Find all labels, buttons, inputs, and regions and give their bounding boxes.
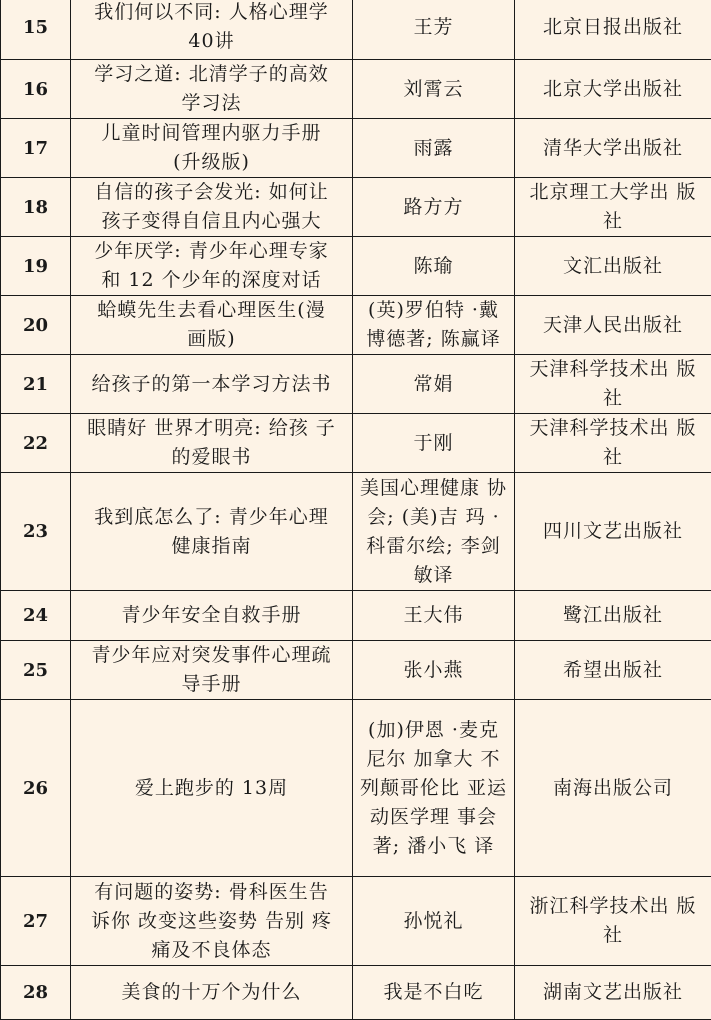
book-author: 孙悦礼 xyxy=(353,877,515,966)
book-author: 刘霄云 xyxy=(353,60,515,119)
row-number: 18 xyxy=(1,178,71,237)
book-title: 有问题的姿势: 骨科医生告 诉你 改变这些姿势 告别 疼痛及不良体态 xyxy=(71,877,353,966)
book-author: 王大伟 xyxy=(353,591,515,641)
book-title: 蛤蟆先生去看心理医生(漫 画版) xyxy=(71,296,353,355)
book-author: 雨露 xyxy=(353,119,515,178)
book-title: 少年厌学: 青少年心理专家 和 12 个少年的深度对话 xyxy=(71,237,353,296)
row-number: 23 xyxy=(1,473,71,591)
row-number: 21 xyxy=(1,355,71,414)
book-author: 王芳 xyxy=(353,0,515,60)
book-title: 青少年应对突发事件心理疏 导手册 xyxy=(71,641,353,700)
book-publisher: 湖南文艺出版社 xyxy=(515,966,711,1020)
book-title: 眼睛好 世界才明亮: 给孩 子的爱眼书 xyxy=(71,414,353,473)
table-row xyxy=(1,296,711,355)
book-author: 陈瑜 xyxy=(353,237,515,296)
table-row xyxy=(1,178,711,237)
book-publisher: 天津科学技术出 版社 xyxy=(515,414,711,473)
table-row xyxy=(1,877,711,966)
book-publisher: 南海出版公司 xyxy=(515,700,711,877)
book-author: 于刚 xyxy=(353,414,515,473)
book-author: 张小燕 xyxy=(353,641,515,700)
row-number: 17 xyxy=(1,119,71,178)
book-title: 我到底怎么了: 青少年心理 健康指南 xyxy=(71,473,353,591)
row-number: 27 xyxy=(1,877,71,966)
book-author: (加)伊恩 ·麦克 尼尔 加拿大 不列颠哥伦比 亚运动医学理 事会著; 潘小飞 译 xyxy=(353,700,515,877)
table-row xyxy=(1,237,711,296)
row-number: 24 xyxy=(1,591,71,641)
table-row xyxy=(1,700,711,877)
book-title: 学习之道: 北清学子的高效 学习法 xyxy=(71,60,353,119)
row-number: 22 xyxy=(1,414,71,473)
book-author: 常娟 xyxy=(353,355,515,414)
book-title: 我们何以不同: 人格心理学 40讲 xyxy=(71,0,353,60)
row-number: 16 xyxy=(1,60,71,119)
book-publisher: 鹭江出版社 xyxy=(515,591,711,641)
table-row xyxy=(1,591,711,641)
table-row xyxy=(1,60,711,119)
table-row xyxy=(1,473,711,591)
book-title: 自信的孩子会发光: 如何让 孩子变得自信且内心强大 xyxy=(71,178,353,237)
row-number: 25 xyxy=(1,641,71,700)
book-title: 爱上跑步的 13周 xyxy=(71,700,353,877)
table-row xyxy=(1,355,711,414)
row-number: 20 xyxy=(1,296,71,355)
book-title: 美食的十万个为什么 xyxy=(71,966,353,1020)
book-publisher: 清华大学出版社 xyxy=(515,119,711,178)
row-number: 15 xyxy=(1,0,71,60)
book-author: 我是不白吃 xyxy=(353,966,515,1020)
table-row xyxy=(1,119,711,178)
book-publisher: 希望出版社 xyxy=(515,641,711,700)
book-author: (英)罗伯特 ·戴 博德著; 陈赢译 xyxy=(353,296,515,355)
book-publisher: 天津科学技术出 版社 xyxy=(515,355,711,414)
book-title: 青少年安全自救手册 xyxy=(71,591,353,641)
book-author: 美国心理健康 协会; (美)吉 玛 · 科雷尔绘; 李剑敏译 xyxy=(353,473,515,591)
row-number: 28 xyxy=(1,966,71,1020)
book-author: 路方方 xyxy=(353,178,515,237)
book-publisher: 天津人民出版社 xyxy=(515,296,711,355)
table-row xyxy=(1,0,711,60)
table-row xyxy=(1,641,711,700)
book-publisher: 文汇出版社 xyxy=(515,237,711,296)
book-title: 儿童时间管理内驱力手册 (升级版) xyxy=(71,119,353,178)
book-publisher: 北京大学出版社 xyxy=(515,60,711,119)
row-number: 19 xyxy=(1,237,71,296)
book-publisher: 四川文艺出版社 xyxy=(515,473,711,591)
book-publisher: 北京日报出版社 xyxy=(515,0,711,60)
book-title: 给孩子的第一本学习方法书 xyxy=(71,355,353,414)
table-row xyxy=(1,966,711,1020)
table-row xyxy=(1,414,711,473)
book-publisher: 浙江科学技术出 版社 xyxy=(515,877,711,966)
book-publisher: 北京理工大学出 版社 xyxy=(515,178,711,237)
row-number: 26 xyxy=(1,700,71,877)
